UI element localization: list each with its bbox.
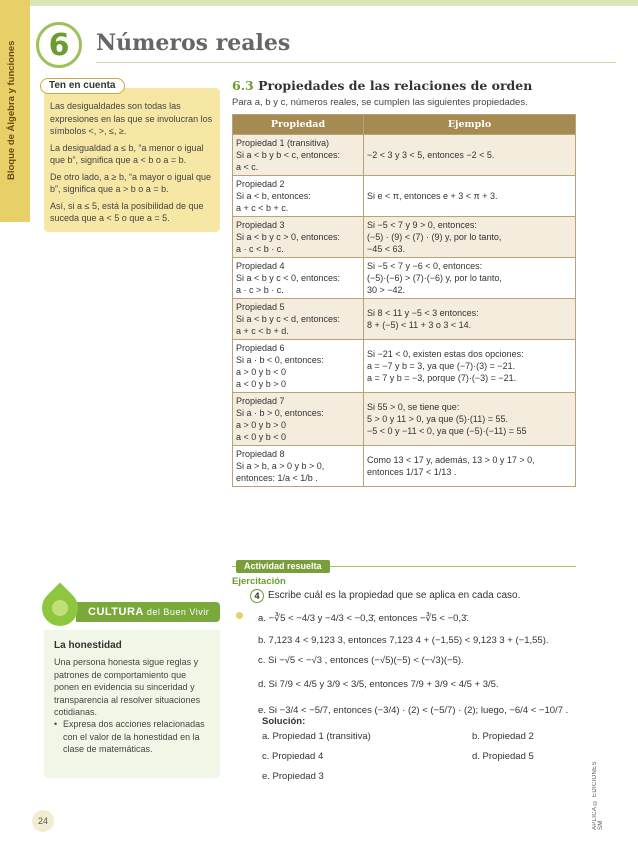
property-cell <box>233 135 364 176</box>
example-line: a = −7 y b = 3, ya que (−7)·(3) = −21. <box>367 361 516 371</box>
table-row <box>233 393 576 446</box>
header-propiedad: Propiedad <box>233 115 364 135</box>
example-line: 30 > −42. <box>367 285 406 295</box>
exercise-item: d. Si 7/9 < 4/5 y 3/9 < 3/5, entonces 7/9 + 3/9 < 4/5 + 3/5. <box>258 679 499 690</box>
activity-heading: Ejercitación <box>232 576 286 587</box>
table-row <box>233 299 576 340</box>
property-name: Propiedad 5 <box>236 302 285 312</box>
side-band <box>0 0 30 222</box>
exercise-item: c. Si −√5 < −√3 , entonces (−√5)(−5) < (−√3)(−5). <box>258 655 464 666</box>
property-line: Si a < b y b < c, entonces: <box>236 150 341 160</box>
solution-item: b. Propiedad 2 <box>472 731 534 742</box>
property-cell <box>233 176 364 217</box>
property-cell <box>233 393 364 446</box>
cultura-title <box>88 606 209 618</box>
note-paragraph: Las desigualdades son todas las expresiones en las que se involucran los símbolos <, >, ≤, ≥. <box>50 101 213 136</box>
section-intro: Para a, b y c, números reales, se cumplen las siguientes propiedades. <box>232 97 528 108</box>
table-row <box>233 176 576 217</box>
property-line: a · c < b · c. <box>236 244 284 254</box>
solution-row <box>262 771 562 791</box>
example-line: −2 < 3 y 3 < 5, entonces −2 < 5. <box>367 150 495 160</box>
solution-item: e. Propiedad 3 <box>262 771 324 782</box>
chapter-title: Números reales <box>96 30 291 56</box>
activity-tab: Actividad resuelta <box>236 560 330 573</box>
example-line: entonces 1/17 < 1/13 . <box>367 467 457 477</box>
page-number: 24 <box>32 810 54 832</box>
property-line: a > 0 y b > 0 <box>236 420 287 430</box>
property-cell <box>233 340 364 393</box>
example-line: Como 13 < 17 y, además, 13 > 0 y 17 > 0, <box>367 455 535 465</box>
bloque-label: Bloque de Álgebra y funciones <box>6 40 17 180</box>
example-line: (−5)·(−6) > (7)·(−6) y, por lo tanto, <box>367 273 502 283</box>
solution-label: Solución: <box>262 716 306 727</box>
example-line: Si −5 < 7 y 9 > 0, entonces: <box>367 220 477 230</box>
example-cell <box>364 258 576 299</box>
property-line: Si a < b, entonces: <box>236 191 311 201</box>
property-name: Propiedad 4 <box>236 261 285 271</box>
cultura-title-text: CULTURA <box>88 606 144 618</box>
property-cell <box>233 258 364 299</box>
cultura-paragraph: Una persona honesta sigue reglas y patrones de comportamiento que ponen en evidencia su sinceridad y transparencia al resolver situaciones cotidianas. <box>54 657 201 717</box>
solution-item: a. Propiedad 1 (transitiva) <box>262 731 371 742</box>
property-name: Propiedad 6 <box>236 343 285 353</box>
property-cell <box>233 299 364 340</box>
example-cell <box>364 217 576 258</box>
example-cell <box>364 393 576 446</box>
property-line: a < c. <box>236 162 259 172</box>
section-number: 6.3 <box>232 78 254 93</box>
properties-table <box>232 114 576 487</box>
table-row <box>233 135 576 176</box>
example-line: 5 > 0 y 11 > 0, ya que (5)·(11) = 55. <box>367 414 508 424</box>
property-line: a · c > b · c. <box>236 285 284 295</box>
solution-grid <box>262 731 562 791</box>
solution-row <box>262 731 562 751</box>
exercise-number: 4 <box>250 589 264 603</box>
note-paragraph: De otro lado, a ≥ b, “a mayor o igual que b”, significa que a > b o a = b. <box>50 171 212 194</box>
example-line: −5 < 0 y −11 < 0, ya que (−5)·(−11) = 55 <box>367 426 527 436</box>
table-header-row <box>233 115 576 135</box>
section-title-text: Propiedades de las relaciones de orden <box>258 78 533 93</box>
exercise-statement: Escribe cuál es la propiedad que se aplica en cada caso. <box>268 590 521 601</box>
property-cell <box>233 217 364 258</box>
property-line: Si a < b y c > 0, entonces: <box>236 232 341 242</box>
example-line: Si −5 < 7 y −6 < 0, entonces: <box>367 261 483 271</box>
property-name: Propiedad 1 (transitiva) <box>236 138 330 148</box>
table-row <box>233 446 576 487</box>
property-line: Si a · b > 0, entonces: <box>236 408 324 418</box>
property-line: a + c < b + c. <box>236 203 289 213</box>
example-line: a = 7 y b = −3, porque (7)·(−3) = −21. <box>367 373 517 383</box>
property-line: Si a < b y c < d, entonces: <box>236 314 341 324</box>
hands-icon <box>52 600 68 616</box>
example-line: −45 < 63. <box>367 244 406 254</box>
example-cell <box>364 340 576 393</box>
property-line: Si a · b < 0, entonces: <box>236 355 324 365</box>
example-cell <box>364 176 576 217</box>
cultura-bullet: • Expresa dos acciones relacionadas con el valor de la honestidad en la clase de matemáticas. <box>54 718 212 756</box>
table-row <box>233 217 576 258</box>
property-line: entonces: 1/a < 1/b . <box>236 473 318 483</box>
property-line: a < 0 y b < 0 <box>236 432 287 442</box>
property-line: a < 0 y b > 0 <box>236 379 287 389</box>
note-tab: Ten en cuenta <box>40 78 125 94</box>
property-name: Propiedad 3 <box>236 220 285 230</box>
solution-item: c. Propiedad 4 <box>262 751 324 762</box>
example-line: Si 8 < 11 y −5 < 3 entonces: <box>367 308 479 318</box>
note-paragraph: Así, si a ≤ 5, está la posibilidad de que suceda que a < 5 o que a = 5. <box>50 200 204 223</box>
example-cell <box>364 299 576 340</box>
property-line: Si a > b, a > 0 y b > 0, <box>236 461 325 471</box>
header-ejemplo: Ejemplo <box>364 115 576 135</box>
cultura-heading: La honestidad <box>54 640 122 651</box>
property-line: Si a < b y c < 0, entonces: <box>236 273 341 283</box>
solution-row <box>262 751 562 771</box>
example-line: Si 55 > 0, se tiene que: <box>367 402 460 412</box>
property-cell <box>233 446 364 487</box>
example-line: 8 + (−5) < 11 + 3 o 3 < 14. <box>367 320 472 330</box>
top-decoration <box>30 0 638 6</box>
table-row <box>233 258 576 299</box>
bullet-dot <box>236 612 243 619</box>
chapter-number: 6 <box>36 22 82 68</box>
example-line: Si e < π, entonces e + 3 < π + 3. <box>367 191 498 201</box>
property-name: Propiedad 7 <box>236 396 285 406</box>
exercise-item: a. −∛5 < −4/3 y −4/3 < −0,3̄, entonces −∛5 < −0,3̄. <box>258 613 469 624</box>
property-name: Propiedad 2 <box>236 179 285 189</box>
property-name: Propiedad 8 <box>236 449 285 459</box>
example-line: (−5) · (9) < (7) · (9) y, por lo tanto, <box>367 232 502 242</box>
solution-item: d. Propiedad 5 <box>472 751 534 762</box>
example-cell <box>364 446 576 487</box>
title-divider <box>96 62 616 63</box>
exercise-items <box>258 606 576 724</box>
section-title <box>232 78 532 93</box>
property-line: a > 0 y b < 0 <box>236 367 287 377</box>
property-line: a + c < b + d. <box>236 326 289 336</box>
cultura-subtitle: del Buen Vivir <box>146 607 210 617</box>
example-cell <box>364 135 576 176</box>
note-body <box>50 100 216 229</box>
exercise-item: b. 7,123 4 < 9,123 3, entonces 7,123 4 + (−1,55) < 9,123 3 + (−1,55). <box>258 635 549 646</box>
note-paragraph: La desigualdad a ≤ b, “a menor o igual que b”, significa que a < b o a = b. <box>50 142 204 165</box>
table-row <box>233 340 576 393</box>
publisher-credit: APLICA © EDICIONES SM <box>592 761 604 830</box>
exercise-item: e. Si −3/4 < −5/7, entonces (−3/4) · (2) < (−5/7) · (2); luego, −6/4 < −10/7 . <box>258 705 569 716</box>
example-line: Si −21 < 0, existen estas dos opciones: <box>367 349 524 359</box>
